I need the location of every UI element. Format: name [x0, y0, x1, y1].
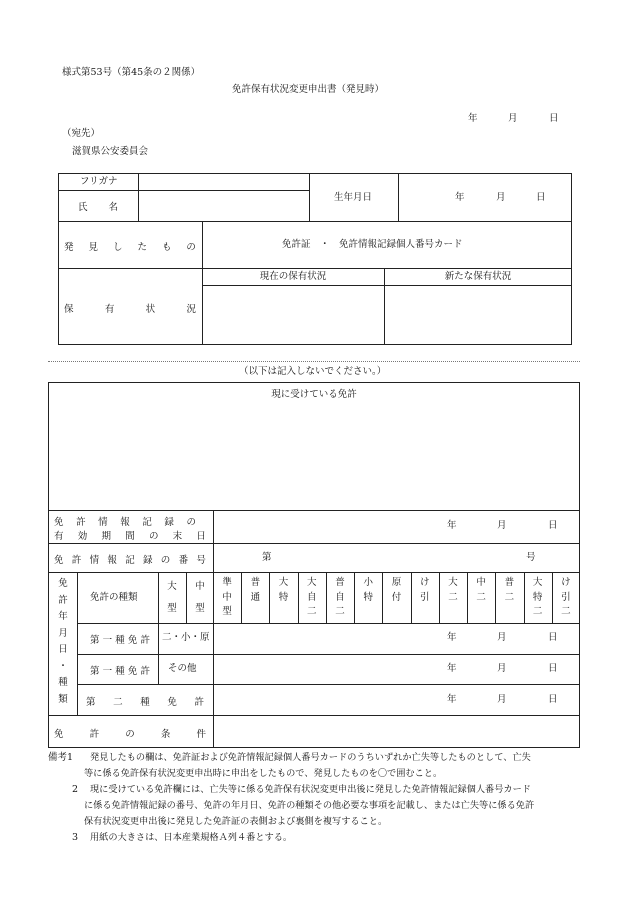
row-second-class: 第 二 種 免 許: [86, 697, 204, 708]
row-first-class-other: 第 一 種 免 許: [90, 666, 150, 677]
current-status-field[interactable]: [203, 286, 383, 344]
number-prefix: 第: [262, 552, 272, 563]
expiry-label-2: 有 効 期 間 の 末 日: [54, 531, 206, 542]
status-label: 保 有 状 況: [64, 304, 196, 315]
type-col-ogata: 大 型: [167, 581, 177, 614]
expiry-month: 月: [497, 520, 507, 531]
type-col-10: け引: [419, 577, 430, 603]
addressee: 滋賀県公安委員会: [72, 146, 149, 157]
remarks-heading: 備考1: [48, 752, 74, 763]
conditions-label: 免 許 の 条 件: [54, 729, 206, 740]
expiry-day: 日: [548, 520, 558, 531]
remark-2-line1: 現に受けている免許欄には、亡失等に係る免許保有状況変更申出後に発見した免許情報記録個人番号カード: [90, 784, 531, 795]
type-col-12: 中二: [476, 577, 486, 603]
remark-2-line3: 保有状況変更申出後に発見した免許証の表側および裏側を複写すること。: [84, 816, 388, 827]
type-col-11: 大二: [448, 577, 458, 603]
row3-month: 月: [497, 694, 507, 705]
current-status-label: 現在の保有状況: [259, 271, 327, 282]
remark-2-line2: に係る免許情報記録の番号、免許の年月日、免許の種類その他必要な事項を記載し、または亡失等に係る免許: [84, 800, 535, 811]
date-type-vertical-label: 免 許 年 月 日 ・ 種 類: [58, 578, 68, 705]
birth-label: 生年月日: [334, 192, 373, 203]
row3-day: 日: [548, 694, 558, 705]
birth-year: 年: [455, 192, 465, 203]
remark-3-line1: 用紙の大きさは、日本産業規格Ａ列４番とする。: [90, 832, 293, 843]
type-col-8: 小特: [363, 577, 373, 603]
date-year: 年: [468, 113, 478, 124]
conditions-field[interactable]: [214, 716, 579, 747]
type-col-14: 大特二: [532, 577, 543, 617]
type-col-5: 大特: [278, 577, 289, 603]
date-month: 月: [508, 113, 518, 124]
row1-day: 日: [548, 632, 558, 643]
remark-1-line1: 発見したもの欄は、免許証および免許情報記録個人番号カードのうちいずれか亡失等したものとして、亡失: [90, 752, 531, 763]
remark-2-num: 2: [72, 784, 79, 795]
type-col-3: 準中型: [222, 577, 232, 617]
name-field[interactable]: [139, 191, 308, 220]
type-col-15: け引二: [561, 577, 571, 617]
type-col-13: 普二: [504, 577, 515, 603]
expiry-year: 年: [447, 520, 457, 531]
remark-3-num: 3: [72, 832, 79, 843]
row2-month: 月: [497, 663, 507, 674]
type-label: 免許の種類: [90, 592, 138, 603]
row2-day: 日: [548, 663, 558, 674]
row3-year: 年: [447, 694, 457, 705]
date-day: 日: [549, 113, 559, 124]
found-label: 発 見 し た も の: [64, 242, 196, 253]
row-first-class-other-sub: その他: [168, 663, 197, 674]
number-suffix: 号: [526, 552, 536, 563]
birth-month: 月: [496, 192, 506, 203]
row1-year: 年: [447, 632, 457, 643]
remark-1-line2: 等に係る免許保有状況変更申出時に申出をしたもので、発見したものを〇で囲むこと。: [84, 768, 443, 779]
row2-year: 年: [447, 663, 457, 674]
type-col-chugata: 中 型: [195, 581, 205, 614]
new-status-field[interactable]: [385, 286, 571, 344]
found-options[interactable]: 免許証 ・ 免許情報記録個人番号カード: [282, 239, 463, 250]
form-id: 様式第53号（第45条の２関係）: [62, 67, 201, 78]
addressee-prefix: （宛先）: [62, 128, 101, 139]
divider-note: （以下は記入しないでください。）: [239, 366, 387, 377]
row1-month: 月: [497, 632, 507, 643]
name-label: 氏 名: [78, 202, 118, 213]
type-col-4: 普通: [250, 577, 261, 603]
furigana-label: フリガナ: [80, 176, 118, 187]
expiry-label-1: 免 許 情 報 記 録 の: [54, 517, 196, 528]
current-license-label: 現に受けている免許: [271, 389, 357, 400]
type-col-9: 原付: [391, 577, 402, 603]
new-status-label: 新たな保有状況: [444, 271, 512, 282]
type-col-6: 大自二: [307, 577, 317, 617]
type-col-7: 普自二: [335, 577, 345, 617]
row-first-class-small: 第 一 種 免 許: [90, 635, 150, 646]
birth-day: 日: [536, 192, 546, 203]
row-first-class-small-sub: 二・小・原: [162, 632, 210, 643]
page-title: 免許保有状況変更申出書（発見時）: [232, 84, 385, 95]
number-label: 免 許 情 報 記 録 の 番 号: [54, 555, 206, 566]
